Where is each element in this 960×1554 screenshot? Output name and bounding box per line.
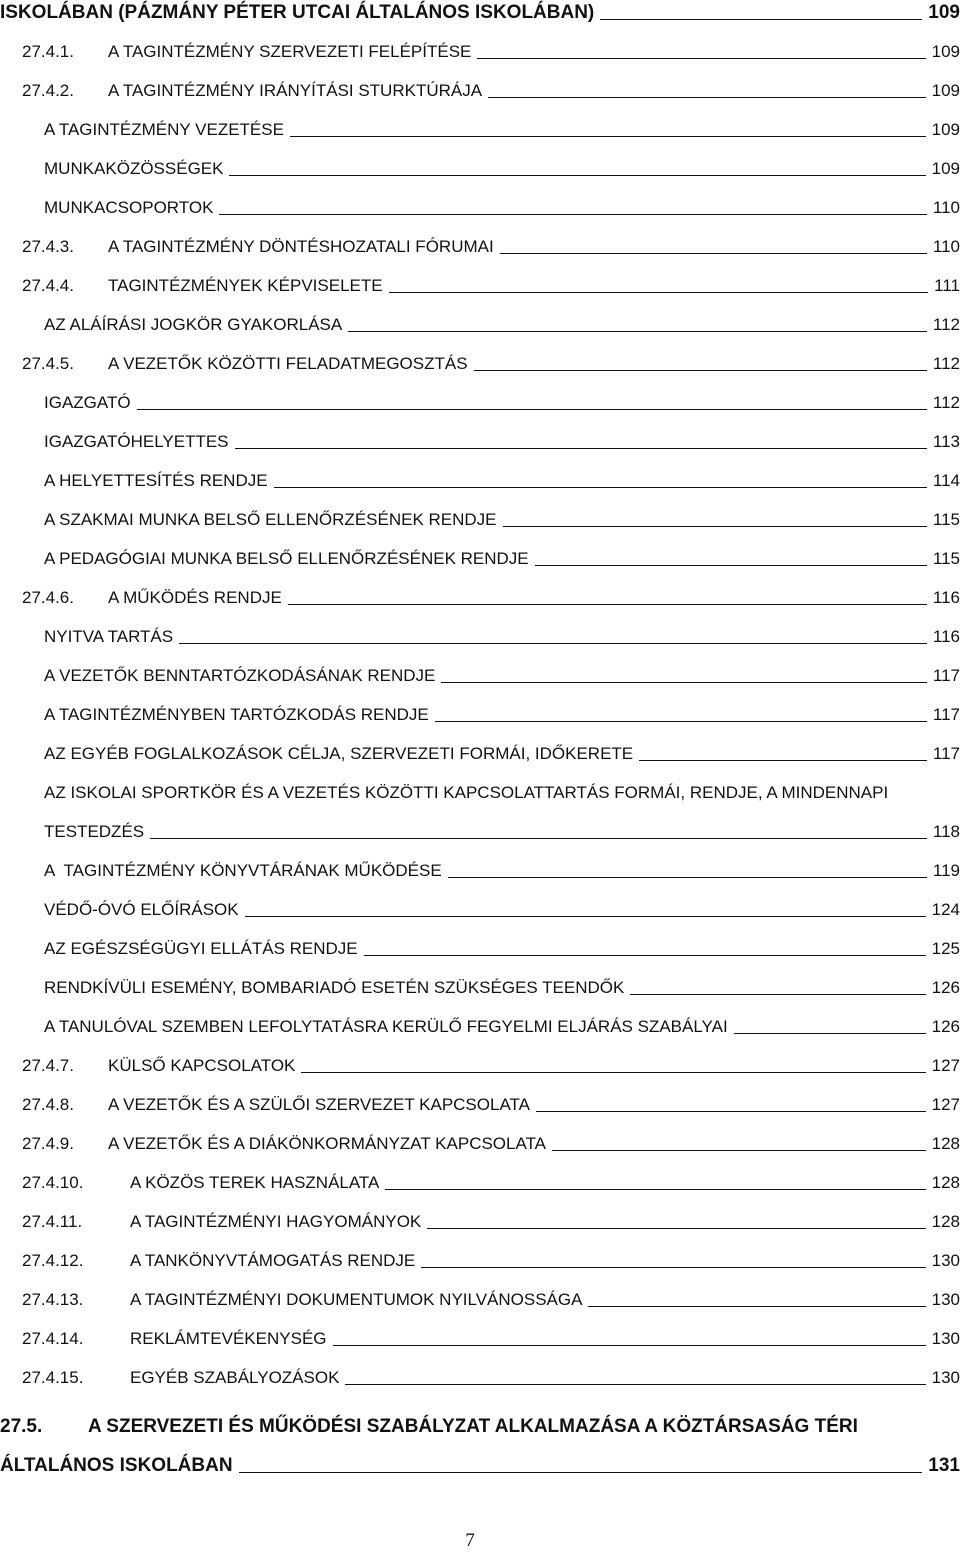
toc-entry-title: A SZAKMAI MUNKA BELSŐ ELLENŐRZÉSÉNEK RENDJE: [44, 510, 497, 529]
toc-entry-number: 27.4.10.: [22, 1173, 84, 1192]
toc-entry[interactable]: [22, 1328, 960, 1350]
toc-entry[interactable]: [22, 1367, 960, 1389]
toc-entry-title: A TAGINTÉZMÉNY DÖNTÉSHOZATALI FÓRUMAI: [108, 237, 494, 256]
toc-entry-page: 109: [931, 159, 960, 178]
toc-entry-number: 27.4.15.: [22, 1368, 84, 1387]
toc-entry-title: ÁLTALÁNOS ISKOLÁBAN: [0, 1455, 233, 1476]
toc-entry-number: 27.4.11.: [22, 1212, 83, 1231]
toc-entry[interactable]: [44, 119, 960, 141]
toc-entry-number: 27.4.14.: [22, 1329, 84, 1348]
toc-leader: [500, 253, 927, 254]
toc-entry-number: 27.4.2.: [22, 81, 74, 100]
toc-leader: [239, 1472, 923, 1473]
toc-entry-page: 116: [932, 588, 960, 607]
toc-leader: [552, 1150, 926, 1151]
toc-entry[interactable]: [44, 470, 960, 492]
toc-entry-page: 130: [931, 1368, 960, 1387]
toc-entry-page: 114: [932, 471, 960, 490]
toc-entry[interactable]: [22, 1250, 960, 1272]
toc-entry[interactable]: [44, 431, 960, 453]
toc-entry-title: EGYÉB SZABÁLYOZÁSOK: [130, 1368, 340, 1387]
toc-entry-page: 127: [931, 1056, 960, 1075]
toc-entry-page: 110: [932, 237, 960, 256]
toc-entry-title: MUNKAKÖZÖSSÉGEK: [44, 159, 224, 178]
toc-entry-title: MUNKACSOPORTOK: [44, 198, 214, 217]
toc-entry[interactable]: [44, 977, 960, 999]
toc-leader: [639, 760, 927, 761]
toc-entry-title: ISKOLÁBAN (PÁZMÁNY PÉTER UTCAI ÁLTALÁNOS ISKOLÁBAN): [0, 2, 595, 23]
toc-entry[interactable]: [22, 353, 960, 375]
toc-entry-number: 27.4.5.: [22, 354, 74, 373]
toc-entry[interactable]: [22, 275, 960, 297]
toc-leader: [301, 1072, 925, 1073]
toc-entry[interactable]: [44, 509, 960, 531]
toc-leader: [137, 409, 927, 410]
toc-entry-number: 27.4.6.: [22, 588, 74, 607]
toc-entry-title: A VEZETŐK ÉS A SZÜLŐI SZERVEZET KAPCSOLATA: [108, 1095, 530, 1114]
toc-entry-title: A TAGINTÉZMÉNY SZERVEZETI FELÉPÍTÉSE: [108, 42, 472, 61]
toc-entry[interactable]: [22, 1133, 960, 1155]
toc-leader: [235, 448, 927, 449]
toc-entry-title: A TAGINTÉZMÉNY VEZETÉSE: [44, 120, 284, 139]
toc-entry-page: 130: [931, 1329, 960, 1348]
toc-entry-title: A MŰKÖDÉS RENDJE: [108, 588, 282, 607]
toc-entry-wrap[interactable]: [44, 782, 954, 804]
toc-entry[interactable]: [22, 587, 960, 609]
toc-entry-page: 109: [931, 81, 960, 100]
toc-entry-page: 117: [932, 744, 960, 763]
toc-leader: [588, 1306, 925, 1307]
toc-leader: [448, 877, 927, 878]
toc-entry[interactable]: [22, 1094, 960, 1116]
toc-entry-number: 27.4.7.: [22, 1056, 74, 1075]
toc-entry-title: A TANKÖNYVTÁMOGATÁS RENDJE: [130, 1251, 416, 1270]
toc-entry[interactable]: [44, 938, 960, 960]
toc-entry-page: 118: [932, 822, 960, 841]
toc-entry[interactable]: [44, 392, 960, 414]
toc-entry[interactable]: [44, 899, 960, 921]
toc-leader: [427, 1228, 925, 1229]
toc-entry-page: 128: [931, 1173, 960, 1192]
toc-leader: [345, 1384, 925, 1385]
toc-entry-page: 116: [932, 627, 960, 646]
toc-entry-page: 128: [931, 1212, 960, 1231]
toc-entry-number: 27.4.13.: [22, 1290, 84, 1309]
toc-leader: [536, 1111, 926, 1112]
toc-entry-title: VÉDŐ-ÓVÓ ELŐÍRÁSOK: [44, 900, 239, 919]
toc-entry[interactable]: [44, 197, 960, 219]
toc-entry-number: 27.4.1.: [22, 42, 74, 61]
toc-entry-page: 124: [931, 900, 960, 919]
toc-entry-title: A TAGINTÉZMÉNYBEN TARTÓZKODÁS RENDJE: [44, 705, 429, 724]
toc-entry-title: AZ ISKOLAI SPORTKÖR ÉS A VEZETÉS KÖZÖTTI KAPCSOLATTARTÁS FORMÁI, RENDJE, A MINDENNAPI: [44, 783, 889, 802]
toc-leader: [348, 331, 927, 332]
toc-entry-title: RENDKÍVÜLI ESEMÉNY, BOMBARIADÓ ESETÉN SZÜKSÉGES TEENDŐK: [44, 978, 625, 997]
toc-entry[interactable]: [44, 704, 960, 726]
toc-entry-page: 127: [931, 1095, 960, 1114]
toc-leader: [150, 838, 927, 839]
toc-leader: [385, 1189, 925, 1190]
page-number-footer: 7: [465, 1530, 475, 1551]
toc-entry-page: 112: [932, 393, 960, 412]
toc-entry-page: 109: [931, 120, 960, 139]
toc-entry[interactable]: [22, 1172, 960, 1194]
toc-entry-number: 27.5.: [0, 1416, 43, 1437]
toc-entry-page: 131: [928, 1455, 960, 1476]
toc-entry[interactable]: [44, 860, 960, 882]
toc-entry-title: IGAZGATÓHELYETTES: [44, 432, 229, 451]
toc-entry-page: 112: [932, 354, 960, 373]
toc-entry-title: A TAGINTÉZMÉNY IRÁNYÍTÁSI STURKTÚRÁJA: [108, 81, 483, 100]
toc-leader: [441, 682, 927, 683]
toc-leader: [274, 487, 927, 488]
toc-entry[interactable]: [44, 1016, 960, 1038]
toc-leader: [488, 97, 926, 98]
toc-entry-page: 111: [934, 276, 960, 295]
toc-entry[interactable]: [44, 314, 960, 336]
toc-entry[interactable]: [44, 821, 960, 843]
toc-entry[interactable]: [22, 41, 960, 63]
toc-entry[interactable]: [44, 743, 960, 765]
toc-leader: [600, 19, 922, 20]
toc-entry-title: AZ ALÁÍRÁSI JOGKÖR GYAKORLÁSA: [44, 315, 343, 334]
toc-entry[interactable]: [0, 1455, 960, 1477]
toc-entry-page: 126: [931, 1017, 960, 1036]
toc-entry-title: TAGINTÉZMÉNYEK KÉPVISELETE: [108, 276, 383, 295]
toc-leader: [474, 370, 927, 371]
toc-leader: [219, 214, 926, 215]
toc-entry-title: A VEZETŐK BENNTARTÓZKODÁSÁNAK RENDJE: [44, 666, 436, 685]
toc-entry[interactable]: [44, 626, 960, 648]
toc-chapter-heading[interactable]: [0, 1416, 960, 1438]
toc-entry-title: AZ EGYÉB FOGLALKOZÁSOK CÉLJA, SZERVEZETI FORMÁI, IDŐKERETE: [44, 744, 634, 763]
toc-leader: [503, 526, 927, 527]
toc-entry-page: 130: [931, 1251, 960, 1270]
toc-entry-title: A VEZETŐK KÖZÖTTI FELADATMEGOSZTÁS: [108, 354, 468, 373]
toc-leader: [477, 58, 925, 59]
toc-entry-page: 109: [931, 42, 960, 61]
toc-entry-title: A KÖZÖS TEREK HASZNÁLATA: [130, 1173, 380, 1192]
toc-entry-number: 27.4.8.: [22, 1095, 74, 1114]
toc-leader: [421, 1267, 925, 1268]
toc-entry-title: A TANULÓVAL SZEMBEN LEFOLYTATÁSRA KERÜLŐ FEGYELMI ELJÁRÁS SZABÁLYAI: [44, 1017, 728, 1036]
toc-entry-number: 27.4.4.: [22, 276, 74, 295]
toc-leader: [179, 643, 927, 644]
toc-leader: [734, 1033, 926, 1034]
toc-entry-page: 109: [928, 2, 960, 23]
toc-entry-page: 128: [931, 1134, 960, 1153]
toc-leader: [364, 955, 926, 956]
toc-entry-title: A HELYETTESÍTÉS RENDJE: [44, 471, 268, 490]
toc-entry-number: 27.4.3.: [22, 237, 74, 256]
toc-entry-title: TESTEDZÉS: [44, 822, 145, 841]
toc-entry[interactable]: [22, 236, 960, 258]
toc-entry-title: AZ EGÉSZSÉGÜGYI ELLÁTÁS RENDJE: [44, 939, 358, 958]
toc-entry-page: 115: [932, 549, 960, 568]
toc-entry[interactable]: [44, 665, 960, 687]
toc-entry-page: 119: [932, 861, 960, 880]
toc-entry-title: A TAGINTÉZMÉNY KÖNYVTÁRÁNAK MŰKÖDÉSE: [44, 861, 442, 880]
toc-leader: [389, 292, 929, 293]
toc-leader: [229, 175, 925, 176]
toc-leader: [535, 565, 927, 566]
toc-entry-number: 27.4.9.: [22, 1134, 74, 1153]
toc-entry-title: A SZERVEZETI ÉS MŰKÖDÉSI SZABÁLYZAT ALKALMAZÁSA A KÖZTÁRSASÁG TÉRI: [88, 1416, 858, 1437]
toc-entry-page: 113: [932, 432, 960, 451]
toc-entry-title: A TAGINTÉZMÉNYI DOKUMENTUMOK NYILVÁNOSSÁGA: [130, 1290, 583, 1309]
toc-entry-title: A TAGINTÉZMÉNYI HAGYOMÁNYOK: [130, 1212, 422, 1231]
toc-entry-page: 125: [931, 939, 960, 958]
toc-leader: [245, 916, 926, 917]
toc-entry-number: 27.4.12.: [22, 1251, 84, 1270]
toc-entry-page: 130: [931, 1290, 960, 1309]
toc-leader: [630, 994, 925, 995]
toc-leader: [290, 136, 926, 137]
toc-entry-title: A VEZETŐK ÉS A DIÁKÖNKORMÁNYZAT KAPCSOLATA: [108, 1134, 547, 1153]
toc-leader: [333, 1345, 926, 1346]
toc-entry[interactable]: [22, 80, 960, 102]
toc-entry-page: 117: [932, 705, 960, 724]
toc-entry[interactable]: [44, 158, 960, 180]
toc-entry[interactable]: [0, 2, 960, 24]
toc-entry-page: 117: [932, 666, 960, 685]
toc-entry-page: 112: [932, 315, 960, 334]
toc-leader: [435, 721, 927, 722]
toc-entry-page: 110: [932, 198, 960, 217]
toc-entry-page: 126: [931, 978, 960, 997]
toc-entry[interactable]: [22, 1055, 960, 1077]
toc-entry-title: NYITVA TARTÁS: [44, 627, 174, 646]
toc-entry[interactable]: [44, 548, 960, 570]
toc-leader: [288, 604, 927, 605]
toc-entry[interactable]: [22, 1211, 960, 1233]
toc-entry-title: A PEDAGÓGIAI MUNKA BELSŐ ELLENŐRZÉSÉNEK RENDJE: [44, 549, 529, 568]
toc-entry-title: IGAZGATÓ: [44, 393, 131, 412]
toc-entry-page: 115: [932, 510, 960, 529]
toc-entry[interactable]: [22, 1289, 960, 1311]
toc-entry-title: REKLÁMTEVÉKENYSÉG: [130, 1329, 327, 1348]
toc-entry-title: KÜLSŐ KAPCSOLATOK: [108, 1056, 296, 1075]
